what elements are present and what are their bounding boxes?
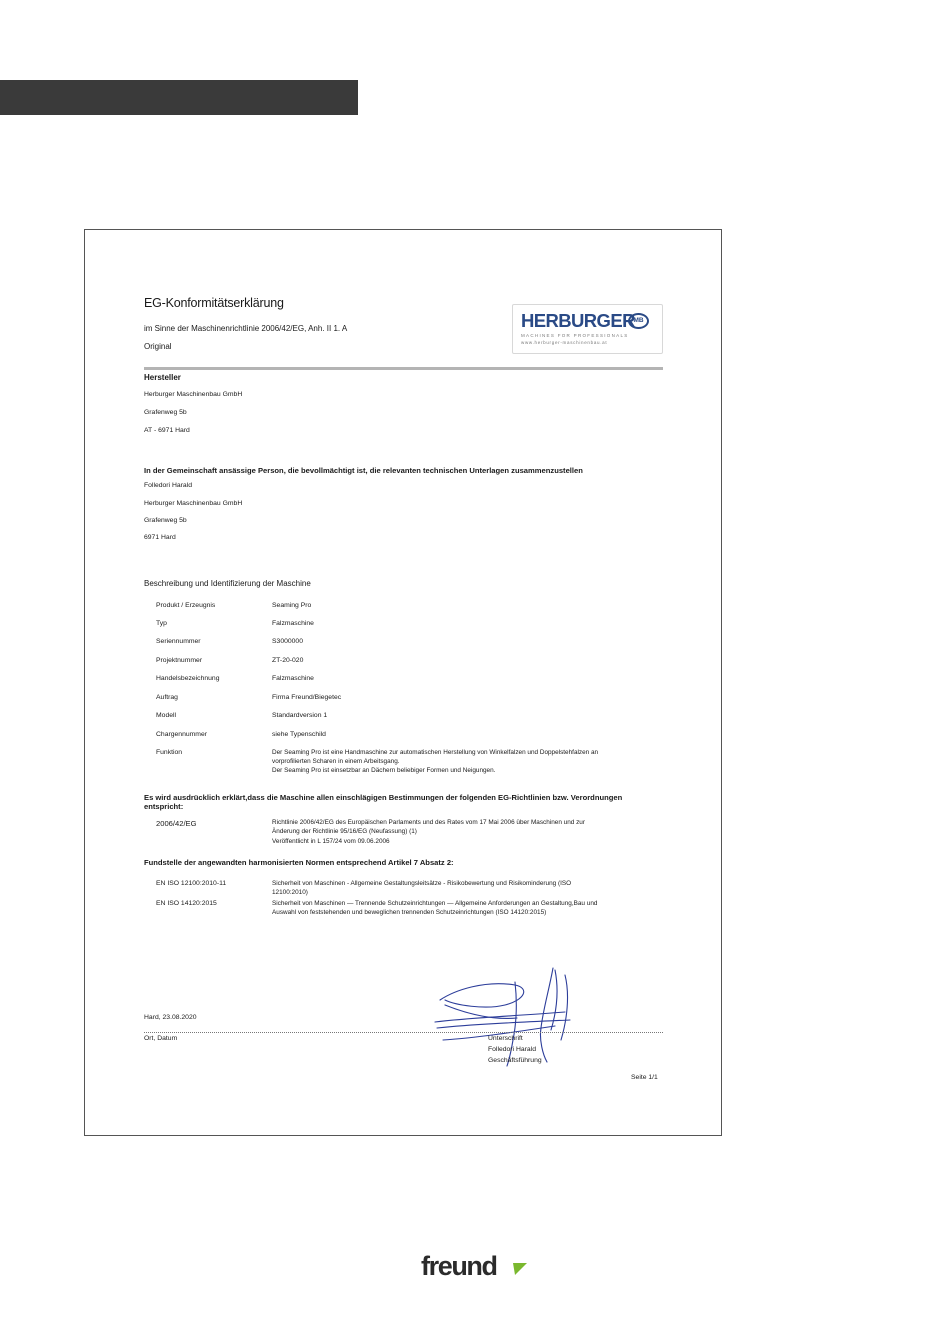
- signature-dotted-line: [144, 1032, 663, 1033]
- desc-label: Auftrag: [156, 694, 178, 701]
- directive-text: Veröffentlicht in L 157/24 vom 09.06.2006: [272, 838, 390, 845]
- desc-label: Handelsbezeichnung: [156, 675, 220, 682]
- freund-logo: [421, 1250, 531, 1282]
- herburger-logo: [512, 304, 663, 354]
- directive-code: 2006/42/EG: [156, 819, 197, 828]
- document-title: EG-Konformitätserklärung: [144, 296, 284, 310]
- representative-line: Grafenweg 5b: [144, 517, 187, 524]
- desc-value: vorprofilierten Scharen in einem Arbeitsgang.: [272, 758, 400, 765]
- norm-text: 12100:2010): [272, 889, 308, 896]
- desc-value: S3000000: [272, 638, 303, 645]
- freund-wordmark: freund: [421, 1251, 497, 1281]
- desc-value: ZT-20-020: [272, 657, 304, 664]
- norm-code: EN ISO 14120:2015: [156, 900, 217, 907]
- original-label: Original: [144, 342, 172, 351]
- declaration-heading: entspricht:: [144, 802, 184, 811]
- desc-label: Funktion: [156, 749, 183, 756]
- desc-value: Der Seaming Pro ist eine Handmaschine zur automatischen Herstellung von Winkelfalzen und Doppelstehfalzen an: [272, 749, 599, 756]
- desc-value: Firma Freund/Biegetec: [272, 694, 342, 701]
- desc-value: siehe Typenschild: [272, 731, 326, 738]
- manufacturer-line: Herburger Maschinenbau GmbH: [144, 391, 243, 398]
- logo-tagline: MACHINES FOR PROFESSIONALS: [521, 333, 629, 338]
- desc-label: Seriennummer: [156, 638, 201, 645]
- signer-role: Geschäftsführung: [488, 1057, 542, 1064]
- representative-heading: In der Gemeinschaft ansässige Person, die bevollmächtigt ist, die relevanten technischen Unterlagen zusammenzustellen: [144, 466, 583, 475]
- desc-label: Produkt / Erzeugnis: [156, 602, 216, 609]
- norm-text: Sicherheit von Maschinen — Trennende Schutzeinrichtungen — Allgemeine Anforderungen an Gestaltung,Bau und: [272, 900, 598, 907]
- logo-mark-icon: MB: [628, 313, 649, 329]
- desc-value: Standardversion 1: [272, 712, 328, 719]
- desc-value: Der Seaming Pro ist einsetzbar an Dächern beliebiger Formen und Neigungen.: [272, 767, 496, 774]
- declaration-document: [84, 229, 722, 1136]
- desc-value: Falzmaschine: [272, 675, 314, 682]
- manufacturer-line: Grafenweg 5b: [144, 409, 187, 416]
- desc-value: Falzmaschine: [272, 620, 314, 627]
- header-bar: [0, 80, 358, 115]
- place-date: Hard, 23.08.2020: [144, 1014, 197, 1021]
- desc-label: Typ: [156, 620, 167, 627]
- norm-text: Auswahl von feststehenden und beweglichen trennenden Schutzeinrichtungen (ISO 14120:2015): [272, 909, 547, 916]
- signature-image: [425, 960, 585, 1070]
- manufacturer-line: AT - 6971 Hard: [144, 427, 190, 434]
- representative-line: Herburger Maschinenbau GmbH: [144, 500, 243, 507]
- description-heading: Beschreibung und Identifizierung der Maschine: [144, 579, 311, 588]
- desc-label: Projektnummer: [156, 657, 203, 664]
- desc-value: Seaming Pro: [272, 602, 312, 609]
- document-subtitle: im Sinne der Maschinenrichtlinie 2006/42/EG, Anh. II 1. A: [144, 324, 348, 333]
- directive-text: Änderung der Richtlinie 95/16/EG (Neufassung) (1): [272, 828, 417, 835]
- representative-line: Folledori Harald: [144, 482, 192, 489]
- place-date-label: Ort, Datum: [144, 1035, 178, 1042]
- norm-text: Sicherheit von Maschinen - Allgemeine Gestaltungsleitsätze - Risikobewertung und Risikominderung (ISO: [272, 880, 572, 887]
- manufacturer-heading: Hersteller: [144, 373, 181, 382]
- logo-url: www.herburger-maschinenbau.at: [521, 340, 608, 345]
- page-number: Seite 1/1: [631, 1074, 658, 1081]
- section-divider: [144, 367, 663, 370]
- logo-wordmark: HERBURGER: [521, 310, 635, 331]
- signer-name: Folledori Harald: [488, 1046, 536, 1053]
- signature-label: Unterschrift: [488, 1035, 523, 1042]
- representative-line: 6971 Hard: [144, 534, 176, 541]
- norms-heading: Fundstelle der angewandten harmonisierten Normen entsprechend Artikel 7 Absatz 2:: [144, 858, 454, 867]
- declaration-heading: Es wird ausdrücklich erklärt,dass die Maschine allen einschlägigen Bestimmungen der folgenden EG-Richtlinien bzw. Verordnungen: [144, 793, 623, 802]
- freund-arrow-icon: [513, 1263, 527, 1276]
- directive-text: Richtlinie 2006/42/EG des Europäischen Parlaments und des Rates vom 17 Mai 2006 über Maschinen und zur: [272, 819, 585, 826]
- norm-code: EN ISO 12100:2010-11: [156, 880, 227, 887]
- desc-label: Modell: [156, 712, 177, 719]
- desc-label: Chargennummer: [156, 731, 207, 738]
